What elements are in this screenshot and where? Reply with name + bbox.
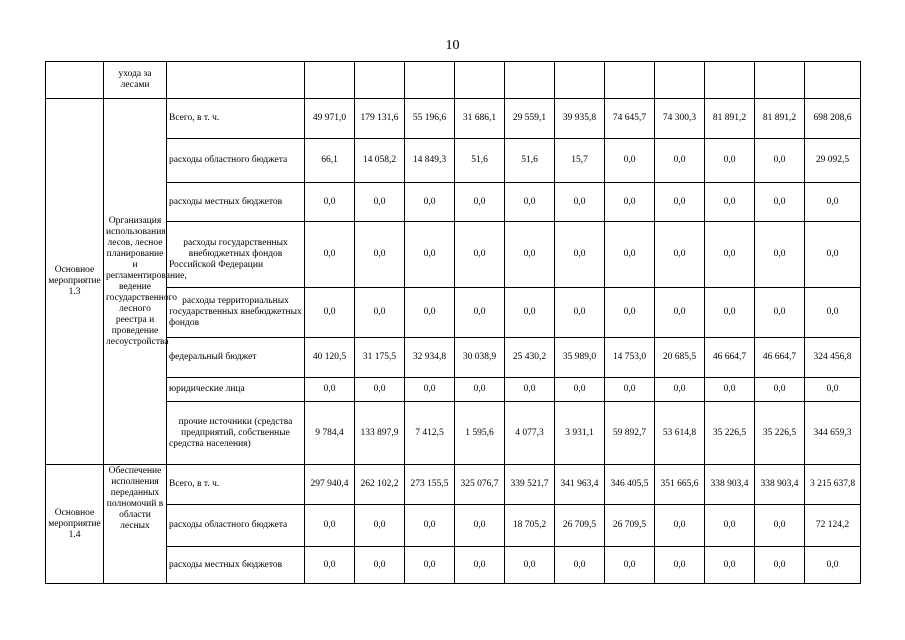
- value-cell: 39 935,8: [555, 99, 605, 139]
- event-cell: Основное мероприятие 1.3: [46, 99, 104, 465]
- value-cell: 29 559,1: [505, 99, 555, 139]
- table-row: [46, 547, 861, 584]
- value-cell: 0,0: [705, 183, 755, 222]
- value-cell: 0,0: [705, 222, 755, 288]
- funding-source-cell: [167, 62, 305, 99]
- value-cell: [655, 62, 705, 99]
- value-cell: 0,0: [555, 547, 605, 584]
- value-cell: 0,0: [655, 139, 705, 183]
- value-cell: 0,0: [305, 288, 355, 338]
- value-cell: 0,0: [505, 288, 555, 338]
- table-row: [46, 99, 861, 139]
- value-cell: 0,0: [605, 547, 655, 584]
- value-cell: 0,0: [505, 378, 555, 402]
- page-number: 10: [445, 38, 460, 53]
- value-cell: 0,0: [655, 378, 705, 402]
- value-cell: 53 614,8: [655, 402, 705, 465]
- event-description-cell: Обеспечение исполнения переданных полномочий в области лесных: [104, 465, 167, 584]
- value-cell: 0,0: [455, 547, 505, 584]
- event-description-cell: Организация использования лесов, лесное планирование и регламентирование, ведение государственного лесного реестра и проведение лесоустройства: [104, 99, 167, 465]
- value-cell: 0,0: [355, 505, 405, 547]
- value-cell: 0,0: [755, 547, 805, 584]
- value-cell: 26 709,5: [605, 505, 655, 547]
- event-cell: [46, 62, 104, 99]
- value-cell: 0,0: [405, 547, 455, 584]
- funding-source-cell: Всего, в т. ч.: [167, 99, 305, 139]
- value-cell: 0,0: [405, 378, 455, 402]
- value-cell: 133 897,9: [355, 402, 405, 465]
- funding-source-cell: юридические лица: [167, 378, 305, 402]
- value-cell: 35 989,0: [555, 338, 605, 378]
- value-cell: [805, 62, 861, 99]
- value-cell: 0,0: [305, 222, 355, 288]
- value-cell: 0,0: [555, 288, 605, 338]
- value-cell: 72 124,2: [805, 505, 861, 547]
- value-cell: 0,0: [755, 183, 805, 222]
- value-cell: 0,0: [505, 222, 555, 288]
- value-cell: 0,0: [755, 505, 805, 547]
- value-cell: 0,0: [405, 222, 455, 288]
- value-cell: 0,0: [605, 378, 655, 402]
- funding-source-cell: федеральный бюджет: [167, 338, 305, 378]
- value-cell: 0,0: [655, 288, 705, 338]
- value-cell: 0,0: [305, 183, 355, 222]
- table-row: [46, 402, 861, 465]
- budget-table: [45, 61, 861, 584]
- value-cell: 0,0: [805, 547, 861, 584]
- value-cell: 35 226,5: [755, 402, 805, 465]
- value-cell: [455, 62, 505, 99]
- value-cell: 0,0: [805, 183, 861, 222]
- value-cell: 74 300,3: [655, 99, 705, 139]
- value-cell: 0,0: [455, 378, 505, 402]
- value-cell: 0,0: [555, 378, 605, 402]
- value-cell: 1 595,6: [455, 402, 505, 465]
- value-cell: 0,0: [705, 139, 755, 183]
- value-cell: 0,0: [355, 183, 405, 222]
- table-row: [46, 378, 861, 402]
- value-cell: 0,0: [755, 378, 805, 402]
- value-cell: 346 405,5: [605, 465, 655, 505]
- value-cell: 46 664,7: [705, 338, 755, 378]
- value-cell: 30 038,9: [455, 338, 505, 378]
- value-cell: 0,0: [605, 288, 655, 338]
- value-cell: 0,0: [755, 139, 805, 183]
- value-cell: 29 092,5: [805, 139, 861, 183]
- value-cell: 32 934,8: [405, 338, 455, 378]
- value-cell: 0,0: [805, 288, 861, 338]
- value-cell: 341 963,4: [555, 465, 605, 505]
- value-cell: 0,0: [405, 288, 455, 338]
- value-cell: 0,0: [355, 222, 405, 288]
- value-cell: 4 077,3: [505, 402, 555, 465]
- value-cell: 0,0: [805, 222, 861, 288]
- value-cell: 698 208,6: [805, 99, 861, 139]
- value-cell: 0,0: [305, 547, 355, 584]
- value-cell: 0,0: [755, 222, 805, 288]
- value-cell: 0,0: [455, 222, 505, 288]
- value-cell: 0,0: [505, 183, 555, 222]
- value-cell: 51,6: [505, 139, 555, 183]
- value-cell: 0,0: [605, 139, 655, 183]
- value-cell: 0,0: [705, 288, 755, 338]
- value-cell: 0,0: [455, 505, 505, 547]
- value-cell: 66,1: [305, 139, 355, 183]
- value-cell: 0,0: [505, 547, 555, 584]
- value-cell: [505, 62, 555, 99]
- value-cell: 25 430,2: [505, 338, 555, 378]
- value-cell: 14 753,0: [605, 338, 655, 378]
- funding-source-cell: расходы местных бюджетов: [167, 547, 305, 584]
- value-cell: 18 705,2: [505, 505, 555, 547]
- value-cell: 0,0: [305, 378, 355, 402]
- funding-source-cell: расходы территориальных государственных внебюджетных фондов: [167, 288, 305, 338]
- value-cell: 3 931,1: [555, 402, 605, 465]
- value-cell: 0,0: [405, 505, 455, 547]
- value-cell: 35 226,5: [705, 402, 755, 465]
- value-cell: 0,0: [655, 505, 705, 547]
- funding-source-cell: расходы государственных внебюджетных фондов Российской Федерации: [167, 222, 305, 288]
- value-cell: 0,0: [605, 183, 655, 222]
- value-cell: 297 940,4: [305, 465, 355, 505]
- table-row: [46, 139, 861, 183]
- value-cell: [705, 62, 755, 99]
- value-cell: 0,0: [705, 378, 755, 402]
- value-cell: 14 058,2: [355, 139, 405, 183]
- value-cell: 59 892,7: [605, 402, 655, 465]
- value-cell: 338 903,4: [705, 465, 755, 505]
- value-cell: 179 131,6: [355, 99, 405, 139]
- value-cell: 0,0: [705, 547, 755, 584]
- value-cell: 31 686,1: [455, 99, 505, 139]
- value-cell: 15,7: [555, 139, 605, 183]
- event-description-cell: ухода за лесами: [104, 62, 167, 99]
- value-cell: 26 709,5: [555, 505, 605, 547]
- value-cell: [405, 62, 455, 99]
- funding-source-cell: расходы областного бюджета: [167, 505, 305, 547]
- funding-source-cell: прочие источники (средства предприятий, собственные средства населения): [167, 402, 305, 465]
- value-cell: 0,0: [655, 183, 705, 222]
- value-cell: 55 196,6: [405, 99, 455, 139]
- value-cell: 0,0: [405, 183, 455, 222]
- value-cell: 14 849,3: [405, 139, 455, 183]
- value-cell: [355, 62, 405, 99]
- value-cell: 46 664,7: [755, 338, 805, 378]
- value-cell: 273 155,5: [405, 465, 455, 505]
- table-row: [46, 183, 861, 222]
- value-cell: 40 120,5: [305, 338, 355, 378]
- value-cell: 74 645,7: [605, 99, 655, 139]
- value-cell: [305, 62, 355, 99]
- funding-source-cell: Всего, в т. ч.: [167, 465, 305, 505]
- value-cell: 7 412,5: [405, 402, 455, 465]
- value-cell: 0,0: [355, 288, 405, 338]
- value-cell: 262 102,2: [355, 465, 405, 505]
- value-cell: 0,0: [555, 183, 605, 222]
- value-cell: 0,0: [455, 288, 505, 338]
- value-cell: 0,0: [355, 547, 405, 584]
- event-cell: Основное мероприятие 1.4: [46, 465, 104, 584]
- value-cell: 0,0: [555, 222, 605, 288]
- value-cell: 0,0: [355, 378, 405, 402]
- value-cell: 31 175,5: [355, 338, 405, 378]
- value-cell: 339 521,7: [505, 465, 555, 505]
- value-cell: 351 665,6: [655, 465, 705, 505]
- table-row: [46, 505, 861, 547]
- value-cell: 51,6: [455, 139, 505, 183]
- value-cell: 0,0: [655, 547, 705, 584]
- table-row: [46, 62, 861, 99]
- value-cell: 81 891,2: [755, 99, 805, 139]
- value-cell: 0,0: [305, 505, 355, 547]
- funding-source-cell: расходы областного бюджета: [167, 139, 305, 183]
- value-cell: 325 076,7: [455, 465, 505, 505]
- value-cell: 20 685,5: [655, 338, 705, 378]
- value-cell: 81 891,2: [705, 99, 755, 139]
- value-cell: [555, 62, 605, 99]
- value-cell: 338 903,4: [755, 465, 805, 505]
- value-cell: 0,0: [705, 505, 755, 547]
- value-cell: 344 659,3: [805, 402, 861, 465]
- value-cell: 49 971,0: [305, 99, 355, 139]
- value-cell: [755, 62, 805, 99]
- value-cell: 0,0: [805, 378, 861, 402]
- funding-source-cell: расходы местных бюджетов: [167, 183, 305, 222]
- value-cell: 0,0: [455, 183, 505, 222]
- table-row: [46, 465, 861, 505]
- value-cell: 3 215 637,8: [805, 465, 861, 505]
- value-cell: 0,0: [655, 222, 705, 288]
- value-cell: [605, 62, 655, 99]
- value-cell: 9 784,4: [305, 402, 355, 465]
- value-cell: 0,0: [755, 288, 805, 338]
- value-cell: 0,0: [605, 222, 655, 288]
- value-cell: 324 456,8: [805, 338, 861, 378]
